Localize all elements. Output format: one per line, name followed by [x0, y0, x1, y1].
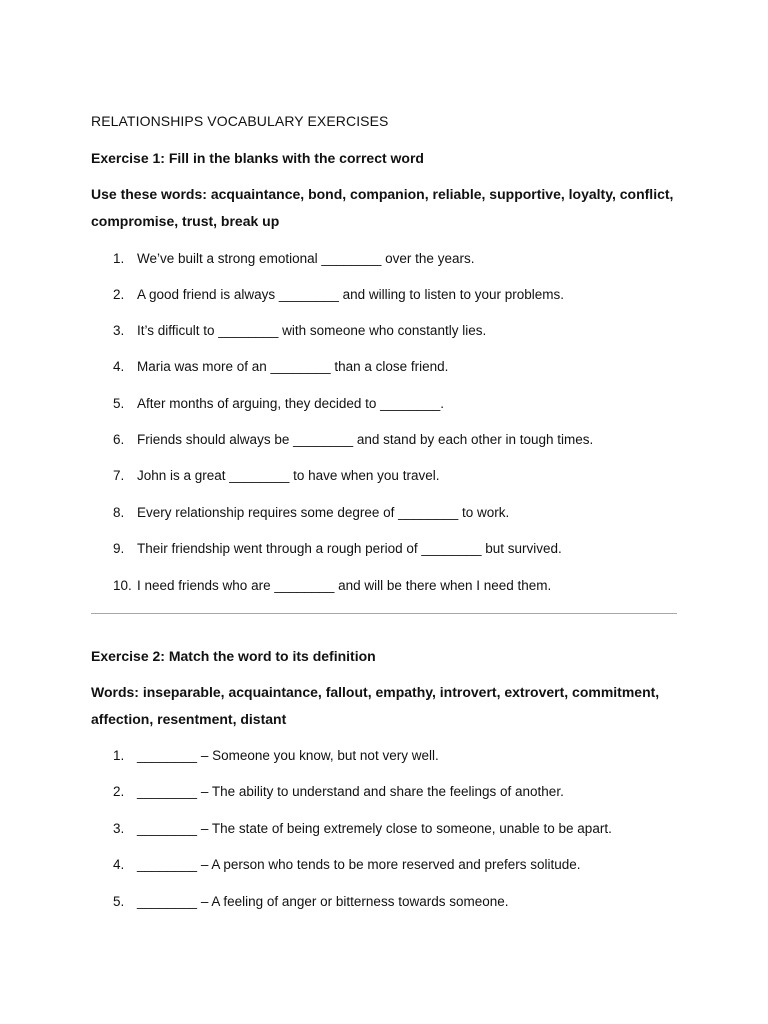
item-number: 10.: [113, 578, 132, 593]
item-number: 3.: [113, 323, 125, 338]
exercise1-item: [113, 541, 562, 556]
item-text: Their friendship went through a rough period of ________ but survived.: [137, 541, 562, 556]
exercise2-item: [113, 784, 564, 799]
exercise1-item: [113, 432, 593, 447]
exercise1-item: [113, 468, 439, 483]
exercise2-item: [113, 748, 439, 763]
item-text: John is a great ________ to have when you travel.: [137, 468, 440, 483]
item-number: 7.: [113, 468, 125, 483]
document-title: RELATIONSHIPS VOCABULARY EXERCISES: [91, 113, 389, 129]
exercise2-word-bank: Words: inseparable, acquaintance, fallout, empathy, introvert, extrovert, commitment, affection, resentment, distant: [91, 684, 660, 727]
exercise2-heading: Exercise 2: Match the word to its definition: [91, 648, 376, 664]
item-text: Friends should always be ________ and stand by each other in tough times.: [137, 432, 594, 447]
exercise2-item: [113, 821, 612, 836]
item-number: 4.: [113, 857, 125, 872]
item-text: It’s difficult to ________ with someone who constantly lies.: [137, 323, 487, 338]
item-number: 2.: [113, 784, 125, 799]
item-text: A good friend is always ________ and willing to listen to your problems.: [137, 287, 565, 302]
exercise1-item: [113, 251, 474, 266]
item-number: 5.: [113, 894, 125, 909]
exercise1-item: [113, 578, 551, 593]
exercise1-heading: Exercise 1: Fill in the blanks with the correct word: [91, 150, 424, 166]
item-number: 1.: [113, 251, 125, 266]
item-text: ________ – The state of being extremely close to someone, unable to be apart.: [137, 821, 612, 836]
item-text: I need friends who are ________ and will be there when I need them.: [137, 578, 552, 593]
item-number: 9.: [113, 541, 125, 556]
item-text: ________ – The ability to understand and share the feelings of another.: [137, 784, 564, 799]
item-text: We’ve built a strong emotional ________ over the years.: [137, 251, 475, 266]
exercise1-word-bank: Use these words: acquaintance, bond, companion, reliable, supportive, loyalty, conflict, compromise, trust, break up: [91, 186, 674, 229]
exercise2-item: [113, 894, 509, 909]
item-text: ________ – Someone you know, but not very well.: [137, 748, 439, 763]
item-text: ________ – A feeling of anger or bitterness towards someone.: [137, 894, 509, 909]
item-number: 6.: [113, 432, 125, 447]
exercise1-item: [113, 323, 486, 338]
item-text: ________ – A person who tends to be more reserved and prefers solitude.: [137, 857, 581, 872]
item-text: After months of arguing, they decided to ________.: [137, 396, 444, 411]
exercise1-item: [113, 505, 509, 520]
exercise1-item: [113, 287, 564, 302]
item-number: 2.: [113, 287, 125, 302]
item-number: 8.: [113, 505, 125, 520]
exercise2-item: [113, 857, 581, 872]
exercise1-item: [113, 396, 444, 411]
item-number: 3.: [113, 821, 125, 836]
section-divider: [91, 613, 677, 614]
exercise1-item: [113, 359, 448, 374]
item-text: Every relationship requires some degree of ________ to work.: [137, 505, 510, 520]
item-number: 4.: [113, 359, 125, 374]
item-number: 1.: [113, 748, 125, 763]
item-text: Maria was more of an ________ than a close friend.: [137, 359, 449, 374]
item-number: 5.: [113, 396, 125, 411]
